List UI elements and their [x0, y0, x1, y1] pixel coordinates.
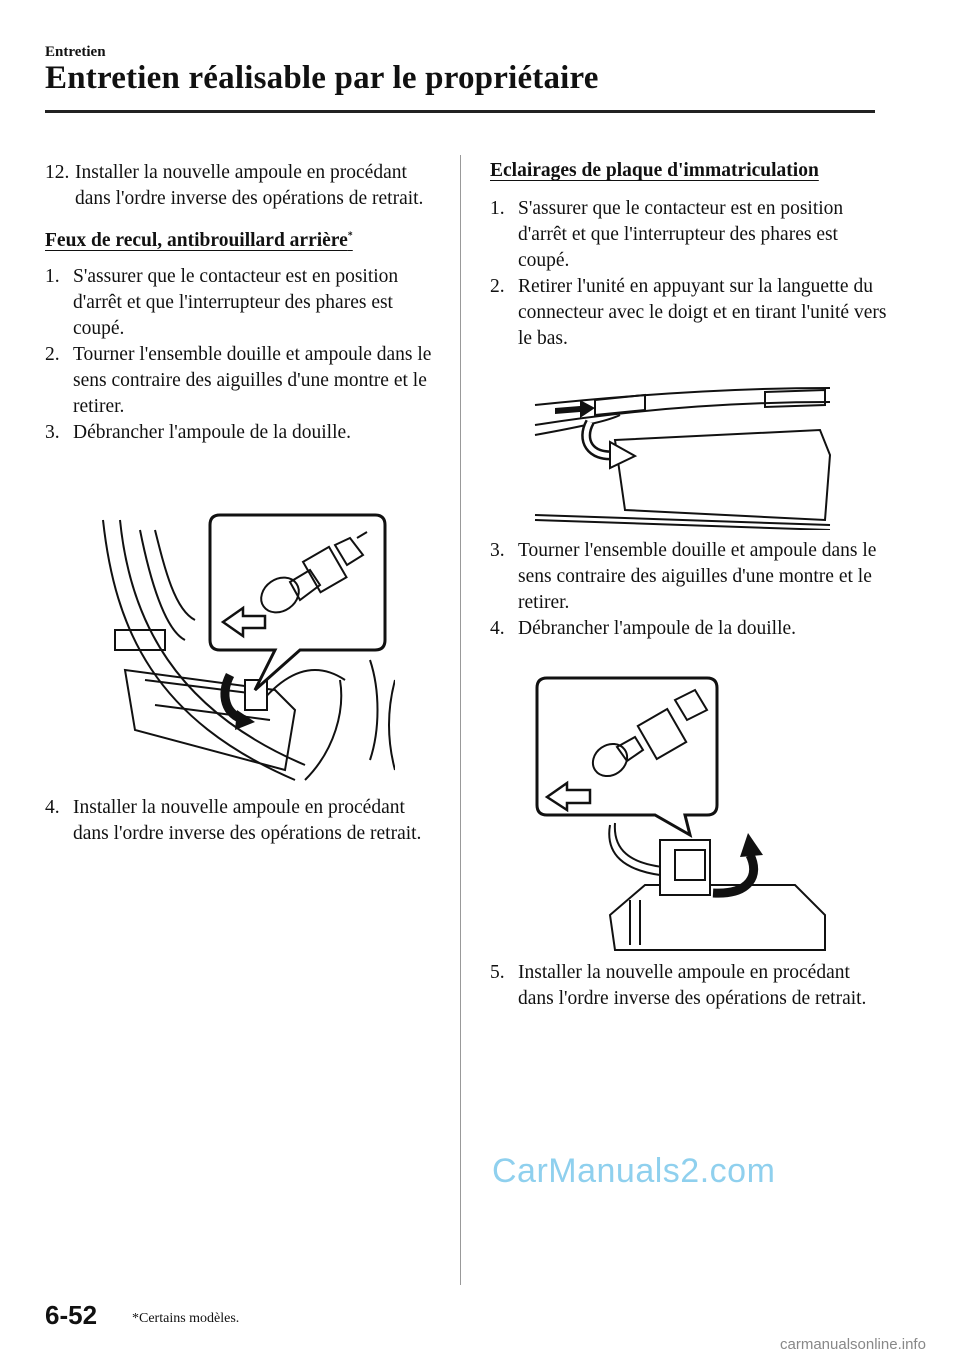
callout-box — [210, 515, 385, 690]
step-1: 1. S'assurer que le contacteur est en position d'arrêt et que l'interrupteur des phares est coupé. — [45, 266, 399, 339]
right-mid-steps — [490, 538, 890, 642]
heading-text: Feux de recul, antibrouillard arrière — [45, 230, 348, 251]
right-column — [490, 160, 890, 352]
footnote: *Certains modèles. — [132, 1311, 240, 1326]
step-4: 4. Installer la nouvelle ampoule en procédant dans l'ordre inverse des opérations de retrait. — [45, 797, 422, 844]
step-number: 12. — [45, 162, 70, 183]
step-text: Installer la nouvelle ampoule en procédant dans l'ordre inverse des opérations de retrait. — [75, 162, 424, 209]
step-1: 1. S'assurer que le contacteur est en position d'arrêt et que l'interrupteur des phares est coupé. — [490, 198, 844, 271]
step-2: 2. Retirer l'unité en appuyant sur la languette du connecteur avec le doigt et en tirant l'unité vers le bas. — [490, 276, 887, 349]
figure-license-lamp-removal — [530, 380, 835, 530]
right-after-figure — [490, 960, 890, 1012]
step-4: 4. Débrancher l'ampoule de la douille. — [490, 618, 797, 639]
section-label: Entretien — [45, 44, 106, 60]
heading-reverse-fog-lights — [45, 230, 445, 252]
heading-license-plate-lights: Eclairages de plaque d'immatriculation — [490, 160, 819, 181]
heading-asterisk: * — [347, 230, 353, 242]
step-5: 5. Installer la nouvelle ampoule en procédant dans l'ordre inverse des opérations de retrait. — [490, 962, 867, 1009]
step-2: 2. Tourner l'ensemble douille et ampoule dans le sens contraire des aiguilles d'une montre et le retirer. — [45, 344, 432, 417]
site-watermark: carmanualsonline.info — [780, 1336, 926, 1353]
step-3: 3. Débrancher l'ampoule de la douille. — [45, 422, 352, 443]
watermark: CarManuals2.com — [492, 1152, 776, 1190]
step-12 — [45, 160, 445, 212]
step-3: 3. Tourner l'ensemble douille et ampoule dans le sens contraire des aiguilles d'une montre et le retirer. — [490, 540, 877, 613]
figure-license-lamp-bulb — [535, 675, 835, 955]
figure-reverse-lamp-bulb — [95, 510, 395, 790]
page-number: 6-52 — [45, 1300, 98, 1330]
title-rule — [45, 110, 875, 113]
column-divider — [460, 155, 461, 1285]
left-column — [45, 160, 445, 446]
page-title: Entretien réalisable par le propriétaire — [45, 60, 599, 96]
left-after-figure — [45, 795, 445, 847]
callout-box — [537, 678, 717, 835]
